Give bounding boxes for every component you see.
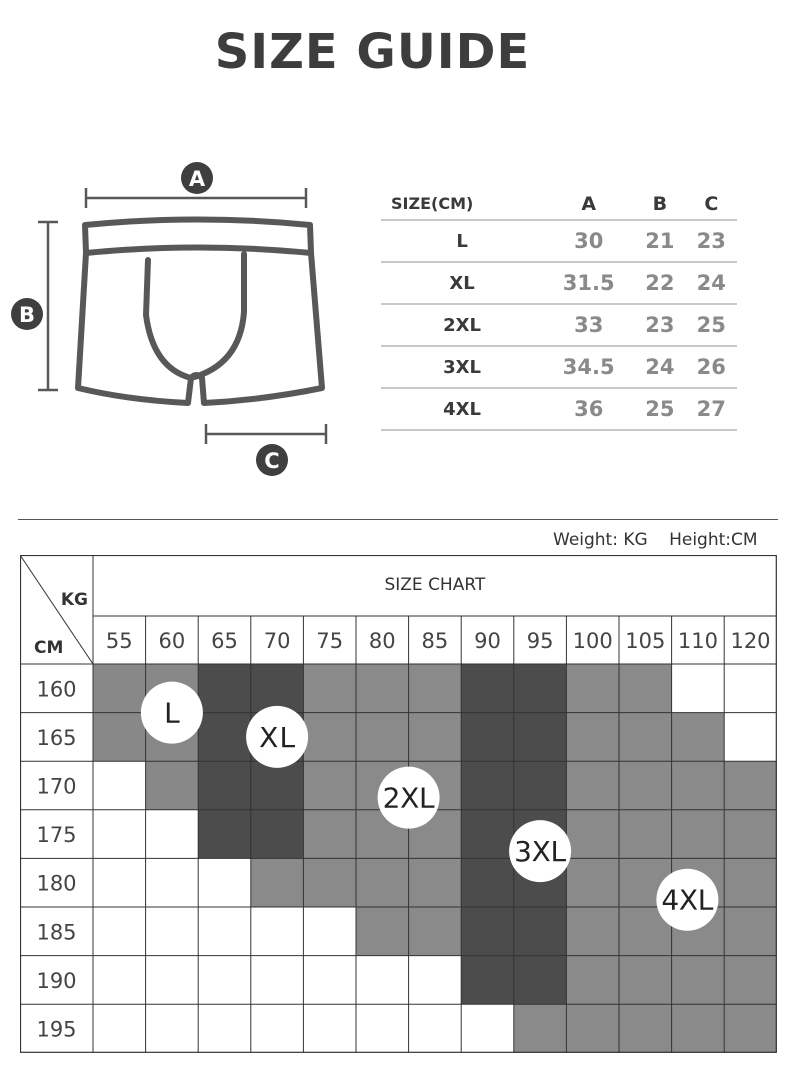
a-cell: 34.5	[543, 346, 634, 388]
size-cell: 3XL	[381, 346, 543, 388]
size-badge-label: XL	[259, 720, 296, 754]
grid-cell	[672, 664, 725, 713]
grid-cell	[93, 907, 146, 956]
weight-tick-label: 90	[474, 629, 501, 653]
grid-cell	[303, 664, 356, 713]
grid-cell	[303, 810, 356, 859]
label-b: B	[18, 303, 36, 327]
grid-cell	[566, 761, 619, 810]
height-tick-label: 170	[36, 774, 77, 799]
grid-cell	[514, 761, 567, 810]
b-cell: 21	[634, 220, 685, 262]
grid-cell	[146, 1004, 199, 1053]
grid-cell	[566, 1004, 619, 1053]
grid-cell	[303, 1004, 356, 1053]
grid-cell	[461, 810, 514, 859]
briefs-outline-icon	[78, 220, 322, 404]
grid-cell	[566, 956, 619, 1005]
grid-cell	[93, 761, 146, 810]
c-cell: 27	[686, 388, 737, 430]
grid-cell	[303, 907, 356, 956]
grid-cell	[198, 761, 251, 810]
grid-cell	[724, 810, 777, 859]
grid-cell	[251, 810, 304, 859]
size-cell: XL	[381, 262, 543, 304]
grid-cell	[672, 1004, 725, 1053]
grid-cell	[198, 1004, 251, 1053]
table-row	[381, 220, 737, 262]
grid-cell	[93, 810, 146, 859]
grid-cell	[146, 761, 199, 810]
kg-label: KG	[60, 590, 88, 610]
a-cell: 31.5	[543, 262, 634, 304]
grid-cell	[251, 1004, 304, 1053]
size-chart-grid	[20, 555, 780, 1057]
grid-cell	[356, 713, 409, 762]
units-note	[553, 530, 774, 550]
grid-cell	[146, 907, 199, 956]
grid-cell	[566, 810, 619, 859]
c-cell: 26	[686, 346, 737, 388]
label-a: A	[188, 167, 206, 191]
height-tick-label: 180	[36, 871, 77, 896]
weight-tick-label: 85	[421, 629, 449, 653]
grid-cell	[461, 858, 514, 907]
weight-tick-label: 55	[105, 629, 133, 653]
grid-cell	[672, 761, 725, 810]
grid-cell	[93, 858, 146, 907]
grid-cell	[619, 664, 672, 713]
height-tick-label: 165	[36, 725, 77, 750]
grid-cell	[93, 664, 146, 713]
cm-label: CM	[34, 638, 64, 658]
size-badge-label: L	[164, 696, 180, 730]
grid-cell	[198, 713, 251, 762]
grid-cell	[672, 956, 725, 1005]
grid-cell	[724, 664, 777, 713]
grid-cell	[566, 907, 619, 956]
size-badge-label: 3XL	[514, 835, 567, 869]
badge-b-icon	[11, 298, 43, 330]
height-tick-label: 195	[36, 1017, 77, 1042]
header-c: C	[686, 188, 737, 220]
badge-c-icon	[256, 444, 288, 476]
grid-cell	[356, 664, 409, 713]
grid-cell	[672, 713, 725, 762]
size-cell: L	[381, 220, 543, 262]
grid-cell	[356, 1004, 409, 1053]
grid-cell	[198, 664, 251, 713]
grid-cell	[514, 1004, 567, 1053]
weight-tick-label: 65	[211, 629, 238, 653]
dimension-b	[38, 222, 58, 390]
grid-cell	[514, 664, 567, 713]
a-cell: 30	[543, 220, 634, 262]
grid-cell	[303, 761, 356, 810]
grid-cell	[566, 713, 619, 762]
grid-cell	[409, 664, 462, 713]
table-row	[381, 346, 737, 388]
weight-tick-label: 75	[316, 629, 344, 653]
grid-cell	[566, 858, 619, 907]
grid-cell	[619, 713, 672, 762]
grid-cell	[724, 907, 777, 956]
a-cell: 36	[543, 388, 634, 430]
table-row	[381, 304, 737, 346]
grid-cell	[198, 956, 251, 1005]
grid-cell	[724, 713, 777, 762]
grid-cell	[461, 1004, 514, 1053]
grid-cell	[93, 1004, 146, 1053]
grid-cell	[303, 713, 356, 762]
header-b: B	[634, 188, 685, 220]
grid-cell	[356, 858, 409, 907]
grid-cell	[356, 907, 409, 956]
grid-cell	[409, 858, 462, 907]
grid-cell	[251, 858, 304, 907]
grid-cell	[251, 761, 304, 810]
b-cell: 23	[634, 304, 685, 346]
table-row	[381, 388, 737, 430]
size-cell: 2XL	[381, 304, 543, 346]
size-cell: 4XL	[381, 388, 543, 430]
briefs-diagram	[8, 150, 338, 480]
grid-cell	[619, 810, 672, 859]
grid-cell	[514, 713, 567, 762]
b-cell: 25	[634, 388, 685, 430]
c-cell: 23	[686, 220, 737, 262]
height-tick-label: 185	[36, 920, 77, 945]
grid-cell	[619, 761, 672, 810]
b-cell: 24	[634, 346, 685, 388]
height-tick-label: 160	[36, 677, 77, 702]
grid-cell	[251, 956, 304, 1005]
measurement-header-row	[381, 188, 737, 220]
c-cell: 25	[686, 304, 737, 346]
weight-tick-label: 110	[677, 629, 718, 653]
header-a: A	[543, 188, 634, 220]
header-size: SIZE(CM)	[381, 188, 543, 220]
grid-cell	[724, 956, 777, 1005]
grid-cell	[93, 713, 146, 762]
grid-cell	[93, 956, 146, 1005]
grid-cell	[619, 1004, 672, 1053]
grid-cell	[146, 956, 199, 1005]
grid-cell	[724, 1004, 777, 1053]
grid-cell	[409, 713, 462, 762]
a-cell: 33	[543, 304, 634, 346]
size-badge-label: 4XL	[661, 883, 714, 917]
grid-cell	[566, 664, 619, 713]
grid-cell	[409, 1004, 462, 1053]
height-tick-label: 175	[36, 823, 77, 848]
grid-cell	[724, 858, 777, 907]
weight-tick-label: 100	[572, 629, 613, 653]
grid-cell	[356, 956, 409, 1005]
grid-cell	[461, 907, 514, 956]
label-c: C	[264, 449, 280, 473]
grid-cell	[409, 956, 462, 1005]
grid-cell	[514, 907, 567, 956]
grid-cell	[303, 956, 356, 1005]
size-chart-title: SIZE CHART	[384, 575, 486, 595]
weight-tick-label: 120	[730, 629, 771, 653]
section-divider	[18, 519, 778, 520]
grid-cell	[461, 956, 514, 1005]
weight-tick-label: 95	[526, 629, 554, 653]
grid-cell	[146, 810, 199, 859]
grid-cell	[461, 713, 514, 762]
height-tick-label: 190	[36, 968, 77, 993]
weight-tick-label: 70	[263, 629, 291, 653]
grid-cell	[724, 761, 777, 810]
grid-cell	[672, 810, 725, 859]
grid-cell	[251, 907, 304, 956]
page-title: SIZE GUIDE	[214, 24, 531, 80]
grid-cell	[146, 858, 199, 907]
grid-cell	[461, 761, 514, 810]
weight-tick-label: 60	[158, 629, 186, 653]
dimension-c	[206, 424, 326, 444]
grid-cell	[409, 907, 462, 956]
weight-tick-label: 80	[368, 629, 396, 653]
grid-cell	[251, 664, 304, 713]
measurement-table	[381, 188, 737, 431]
weight-unit-label: Weight: KG	[553, 530, 648, 550]
grid-cell	[461, 664, 514, 713]
grid-cell	[198, 858, 251, 907]
grid-cell	[514, 956, 567, 1005]
table-row	[381, 262, 737, 304]
b-cell: 22	[634, 262, 685, 304]
grid-cell	[198, 810, 251, 859]
grid-cell	[303, 858, 356, 907]
height-unit-label: Height:CM	[669, 530, 758, 550]
c-cell: 24	[686, 262, 737, 304]
badge-a-icon	[181, 162, 213, 194]
size-badge-label: 2XL	[382, 781, 435, 815]
weight-tick-label: 105	[625, 629, 666, 653]
grid-cell	[619, 956, 672, 1005]
grid-cell	[198, 907, 251, 956]
